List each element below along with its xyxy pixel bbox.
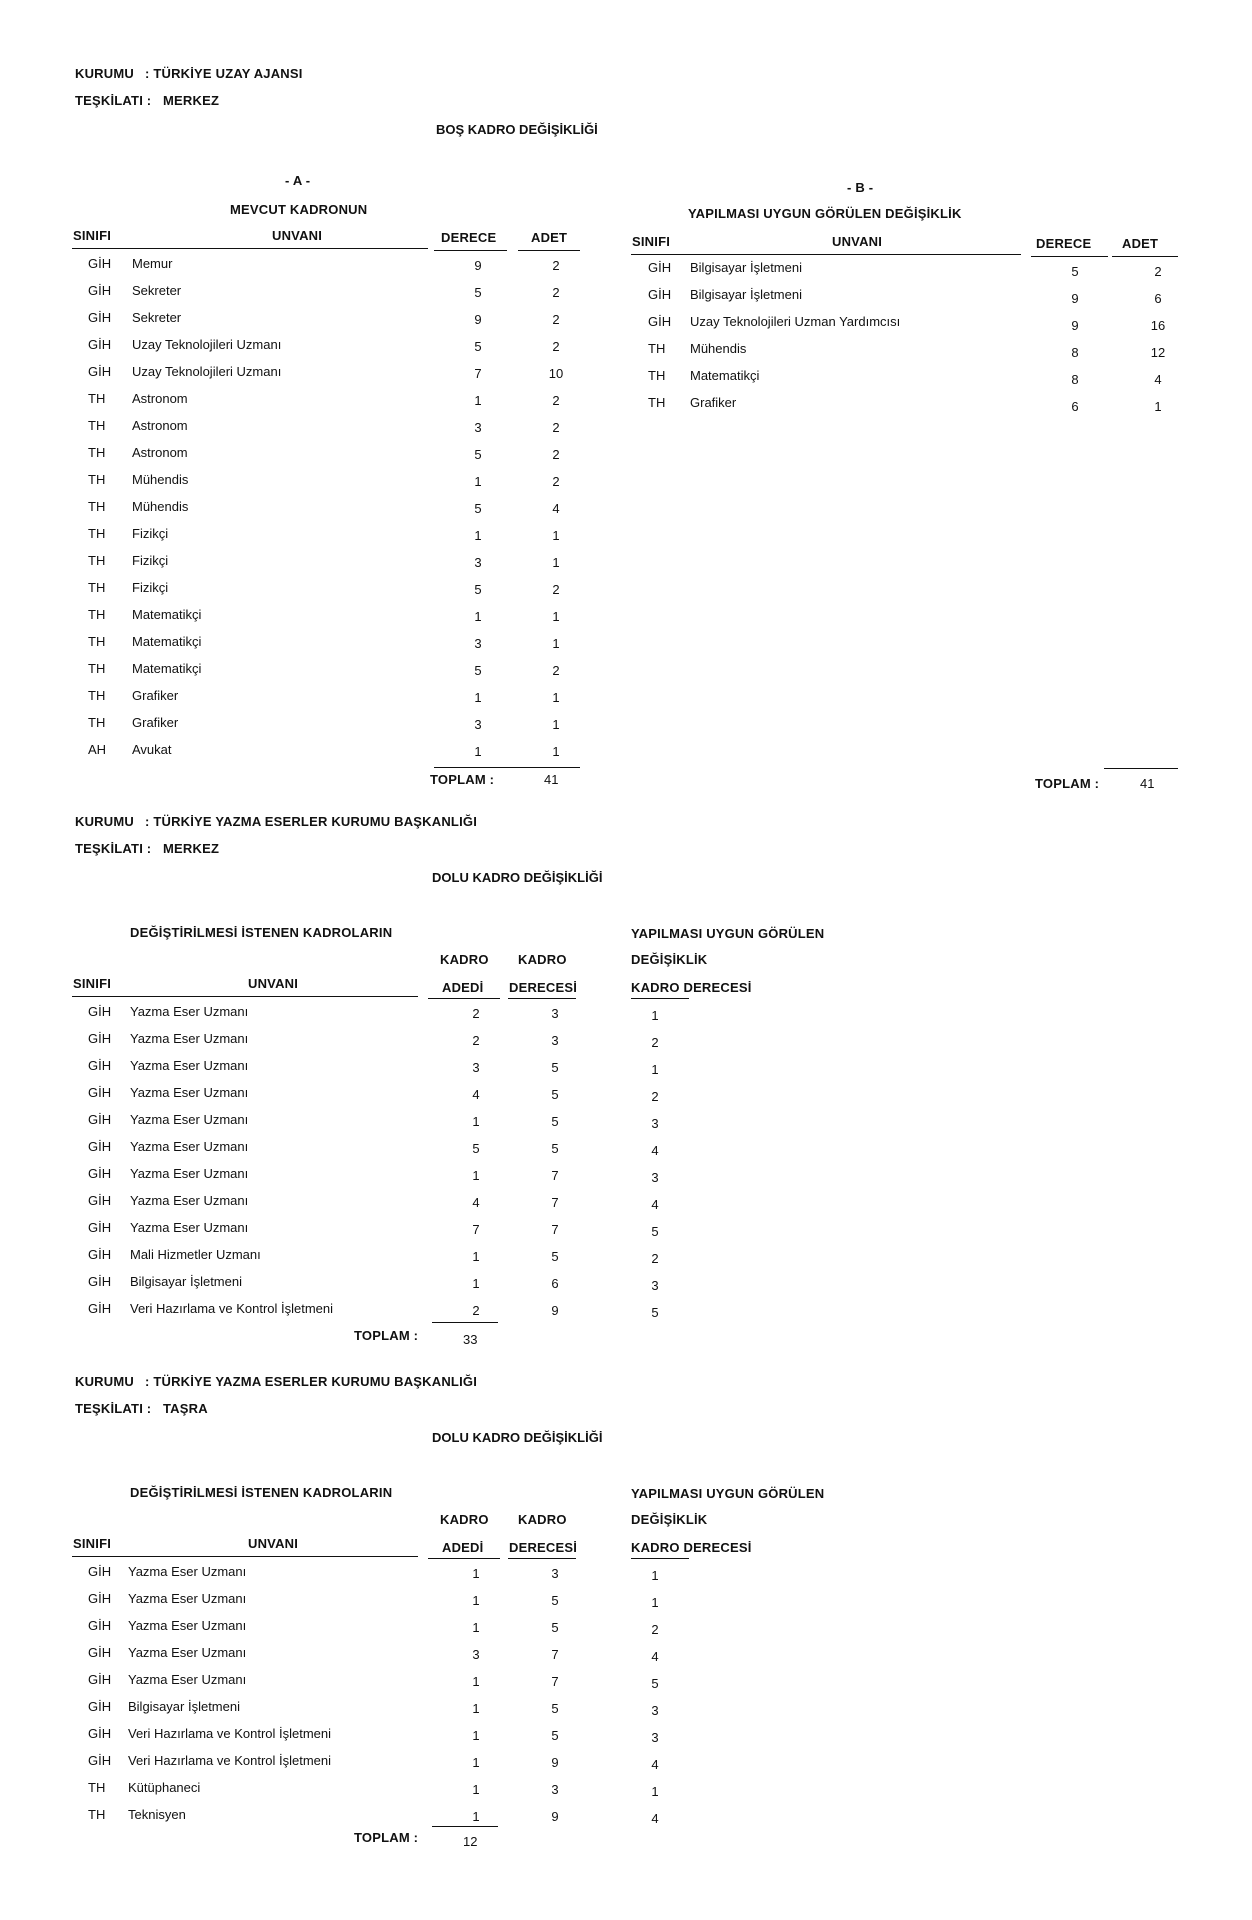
cell-adedi: 1	[472, 1728, 480, 1743]
cell-derecesi: 5	[551, 1060, 559, 1075]
col-unvani: UNVANI	[272, 228, 323, 243]
cell-adedi: 5	[472, 1141, 480, 1156]
cell-sinif: GİH	[88, 1085, 112, 1100]
cell-sinif: GİH	[88, 1004, 112, 1019]
cell-derece: 9	[474, 258, 482, 273]
rule	[1031, 256, 1108, 257]
cell-sinif: GİH	[88, 283, 112, 298]
cell-derece: 1	[474, 474, 482, 489]
cell-yeni: 2	[651, 1622, 659, 1637]
cell-unvan: Sekreter	[132, 310, 182, 325]
cell-unvan: Veri Hazırlama ve Kontrol İşletmeni	[128, 1753, 332, 1768]
cell-derecesi: 7	[551, 1168, 559, 1183]
cell-yeni: 3	[651, 1116, 659, 1131]
cell-sinif: TH	[88, 391, 106, 406]
col-kadro-2: KADRO	[518, 952, 567, 967]
cell-adet: 1	[552, 609, 560, 624]
cell-adet: 2	[552, 663, 560, 678]
cell-yeni: 3	[651, 1278, 659, 1293]
cell-yeni: 5	[651, 1224, 659, 1239]
cell-unvan: Yazma Eser Uzmanı	[130, 1193, 249, 1208]
table-a-caption: MEVCUT KADRONUN	[230, 202, 368, 217]
col-unvani: UNVANI	[832, 234, 883, 249]
cell-sinif: TH	[88, 472, 106, 487]
cell-unvan: Teknisyen	[128, 1807, 186, 1822]
cell-unvan: Yazma Eser Uzmanı	[128, 1591, 247, 1606]
cell-derece: 5	[1071, 264, 1079, 279]
cell-yeni: 1	[651, 1008, 659, 1023]
cell-sinif: GİH	[88, 1274, 112, 1289]
cell-sinif: TH	[88, 418, 106, 433]
cell-derece: 1	[474, 609, 482, 624]
cell-sinif: TH	[88, 526, 106, 541]
total-value: 41	[544, 772, 559, 787]
cell-adet: 1	[552, 744, 560, 759]
cell-sinif: TH	[88, 499, 106, 514]
col-unvani: UNVANI	[248, 1536, 299, 1551]
col-sinifi: SINIFI	[632, 234, 671, 249]
left-caption: DEĞİŞTİRİLMESİ İSTENEN KADROLARIN	[130, 925, 393, 940]
cell-sinif: GİH	[88, 1591, 112, 1606]
col-kadro-2: KADRO	[518, 1512, 567, 1527]
cell-yeni: 3	[651, 1170, 659, 1185]
cell-adedi: 1	[472, 1782, 480, 1797]
cell-derece: 5	[474, 285, 482, 300]
cell-unvan: Fizikçi	[132, 526, 169, 541]
cell-adet: 16	[1150, 318, 1166, 333]
cell-derece: 6	[1071, 399, 1079, 414]
cell-adet: 1	[1154, 399, 1162, 414]
cell-yeni: 1	[651, 1595, 659, 1610]
cell-unvan: Yazma Eser Uzmanı	[130, 1058, 249, 1073]
cell-adet: 6	[1154, 291, 1162, 306]
teskilati-label: TEŞKİLATI :	[75, 93, 152, 108]
cell-sinif: TH	[88, 445, 106, 460]
cell-unvan: Grafiker	[132, 688, 179, 703]
cell-sinif: GİH	[88, 1699, 112, 1714]
cell-sinif: GİH	[88, 310, 112, 325]
total-label: TOPLAM :	[1035, 776, 1100, 791]
cell-derece: 5	[474, 501, 482, 516]
kurumu-value: : TÜRKİYE YAZMA ESERLER KURUMU BAŞKANLIĞI	[145, 814, 478, 829]
cell-unvan: Mühendis	[690, 341, 747, 356]
col-adedi: ADEDİ	[442, 1540, 484, 1555]
cell-yeni: 1	[651, 1784, 659, 1799]
cell-unvan: Grafiker	[132, 715, 179, 730]
cell-derecesi: 7	[551, 1647, 559, 1662]
cell-derece: 1	[474, 690, 482, 705]
cell-sinif: GİH	[88, 1193, 112, 1208]
rule	[518, 250, 580, 251]
rule	[508, 1558, 576, 1559]
cell-yeni: 4	[651, 1649, 659, 1664]
cell-adedi: 1	[472, 1701, 480, 1716]
cell-derecesi: 5	[551, 1620, 559, 1635]
section-title: DOLU KADRO DEĞİŞİKLİĞİ	[432, 1430, 603, 1445]
cell-adet: 1	[552, 528, 560, 543]
cell-adedi: 4	[472, 1195, 480, 1210]
cell-unvan: Bilgisayar İşletmeni	[690, 260, 802, 275]
cell-derecesi: 3	[551, 1033, 559, 1048]
cell-adet: 2	[552, 582, 560, 597]
cell-adet: 1	[552, 690, 560, 705]
cell-unvan: Avukat	[132, 742, 172, 757]
teskilati-value: TAŞRA	[163, 1401, 208, 1416]
rule	[428, 1558, 500, 1559]
cell-derece: 3	[474, 420, 482, 435]
cell-adet: 2	[552, 258, 560, 273]
cell-unvan: Veri Hazırlama ve Kontrol İşletmeni	[130, 1301, 334, 1316]
rule	[72, 996, 130, 997]
cell-unvan: Fizikçi	[132, 580, 169, 595]
left-caption: DEĞİŞTİRİLMESİ İSTENEN KADROLARIN	[130, 1485, 393, 1500]
cell-sinif: TH	[88, 661, 106, 676]
cell-adet: 2	[552, 420, 560, 435]
rule	[128, 996, 418, 997]
cell-unvan: Astronom	[132, 391, 188, 406]
cell-sinif: GİH	[88, 1166, 112, 1181]
rule	[428, 998, 500, 999]
cell-sinif: GİH	[88, 364, 112, 379]
cell-adet: 2	[552, 393, 560, 408]
rule	[434, 250, 507, 251]
cell-sinif: GİH	[88, 1112, 112, 1127]
cell-yeni: 4	[651, 1197, 659, 1212]
cell-sinif: GİH	[88, 1058, 112, 1073]
cell-derecesi: 5	[551, 1249, 559, 1264]
cell-derece: 5	[474, 447, 482, 462]
rule	[508, 998, 576, 999]
total-label: TOPLAM :	[354, 1830, 419, 1845]
cell-unvan: Mühendis	[132, 472, 189, 487]
cell-adet: 2	[552, 339, 560, 354]
cell-yeni: 4	[651, 1757, 659, 1772]
cell-derece: 5	[474, 663, 482, 678]
cell-adedi: 4	[472, 1087, 480, 1102]
cell-derece: 3	[474, 717, 482, 732]
rule	[631, 254, 687, 255]
cell-unvan: Mühendis	[132, 499, 189, 514]
cell-derecesi: 5	[551, 1141, 559, 1156]
kurumu-label: KURUMU	[75, 1374, 134, 1389]
cell-adedi: 1	[472, 1593, 480, 1608]
total-label: TOPLAM :	[430, 772, 495, 787]
cell-unvan: Yazma Eser Uzmanı	[130, 1112, 249, 1127]
kurumu-value: : TÜRKİYE YAZMA ESERLER KURUMU BAŞKANLIĞI	[145, 1374, 478, 1389]
rule	[128, 1556, 418, 1557]
cell-adedi: 1	[472, 1249, 480, 1264]
teskilati-value: MERKEZ	[163, 93, 220, 108]
cell-derece: 1	[474, 393, 482, 408]
cell-derece: 8	[1071, 372, 1079, 387]
cell-adet: 2	[552, 285, 560, 300]
rule	[631, 1558, 689, 1559]
cell-adedi: 2	[472, 1006, 480, 1021]
rule	[1112, 256, 1178, 257]
cell-sinif: GİH	[88, 1672, 112, 1687]
right-caption-1: YAPILMASI UYGUN GÖRÜLEN	[631, 926, 825, 941]
cell-sinif: TH	[648, 341, 666, 356]
cell-sinif: GİH	[88, 1753, 112, 1768]
col-unvani: UNVANI	[248, 976, 299, 991]
cell-unvan: Yazma Eser Uzmanı	[128, 1618, 247, 1633]
cell-yeni: 3	[651, 1703, 659, 1718]
cell-sinif: GİH	[88, 1564, 112, 1579]
cell-adet: 10	[548, 366, 564, 381]
cell-sinif: TH	[88, 580, 106, 595]
cell-derecesi: 9	[551, 1809, 559, 1824]
rule	[130, 248, 428, 249]
cell-yeni: 1	[651, 1568, 659, 1583]
cell-derecesi: 7	[551, 1195, 559, 1210]
cell-adet: 4	[552, 501, 560, 516]
cell-adet: 2	[552, 312, 560, 327]
cell-sinif: TH	[88, 715, 106, 730]
cell-derece: 8	[1071, 345, 1079, 360]
col-kadro-1: KADRO	[440, 952, 489, 967]
cell-sinif: GİH	[88, 1645, 112, 1660]
col-adet: ADET	[1122, 236, 1159, 251]
cell-sinif: GİH	[88, 1726, 112, 1741]
cell-adet: 12	[1150, 345, 1166, 360]
cell-sinif: TH	[88, 1807, 106, 1822]
total-rule	[432, 1826, 498, 1827]
col-adedi: ADEDİ	[442, 980, 484, 995]
cell-derece: 9	[1071, 291, 1079, 306]
cell-derecesi: 5	[551, 1728, 559, 1743]
cell-derecesi: 5	[551, 1701, 559, 1716]
right-caption-1: YAPILMASI UYGUN GÖRÜLEN	[631, 1486, 825, 1501]
cell-adet: 2	[552, 474, 560, 489]
cell-adet: 1	[552, 555, 560, 570]
cell-derecesi: 9	[551, 1755, 559, 1770]
cell-unvan: Yazma Eser Uzmanı	[130, 1031, 249, 1046]
cell-adedi: 1	[472, 1114, 480, 1129]
cell-yeni: 2	[651, 1035, 659, 1050]
cell-unvan: Matematikçi	[690, 368, 760, 383]
table-b-marker: - B -	[847, 180, 874, 195]
cell-unvan: Yazma Eser Uzmanı	[128, 1645, 247, 1660]
right-caption-3: KADRO DERECESİ	[631, 1540, 752, 1555]
cell-adedi: 3	[472, 1060, 480, 1075]
col-adet: ADET	[531, 230, 568, 245]
cell-unvan: Memur	[132, 256, 173, 271]
col-sinifi: SINIFI	[73, 976, 112, 991]
cell-adedi: 1	[472, 1620, 480, 1635]
total-rule	[432, 1322, 498, 1323]
total-rule	[434, 767, 580, 768]
cell-unvan: Bilgisayar İşletmeni	[128, 1699, 240, 1714]
cell-adedi: 1	[472, 1809, 480, 1824]
cell-sinif: GİH	[88, 1618, 112, 1633]
cell-unvan: Uzay Teknolojileri Uzmanı	[132, 337, 282, 352]
col-derecesi: DERECESİ	[509, 1540, 578, 1555]
cell-sinif: TH	[648, 395, 666, 410]
cell-yeni: 4	[651, 1811, 659, 1826]
col-kadro-1: KADRO	[440, 1512, 489, 1527]
cell-adet: 1	[552, 717, 560, 732]
cell-unvan: Yazma Eser Uzmanı	[130, 1220, 249, 1235]
teskilati-label: TEŞKİLATI :	[75, 1401, 152, 1416]
teskilati-value: MERKEZ	[163, 841, 220, 856]
cell-sinif: GİH	[648, 260, 672, 275]
cell-derecesi: 6	[551, 1276, 559, 1291]
cell-sinif: GİH	[88, 1031, 112, 1046]
cell-derece: 1	[474, 528, 482, 543]
cell-unvan: Uzay Teknolojileri Uzman Yardımcısı	[690, 314, 901, 329]
rule	[72, 1556, 130, 1557]
cell-adedi: 1	[472, 1566, 480, 1581]
cell-yeni: 2	[651, 1251, 659, 1266]
cell-unvan: Fizikçi	[132, 553, 169, 568]
cell-sinif: TH	[648, 368, 666, 383]
kurumu-value: : TÜRKİYE UZAY AJANSI	[145, 66, 303, 81]
cell-sinif: TH	[88, 553, 106, 568]
cell-adet: 4	[1154, 372, 1162, 387]
cell-derece: 1	[474, 744, 482, 759]
cell-unvan: Veri Hazırlama ve Kontrol İşletmeni	[128, 1726, 332, 1741]
total-value: 33	[463, 1332, 478, 1347]
cell-sinif: AH	[88, 742, 107, 757]
cell-derece: 3	[474, 636, 482, 651]
cell-adedi: 2	[472, 1303, 480, 1318]
total-value: 12	[463, 1834, 478, 1849]
table-b-caption: YAPILMASI UYGUN GÖRÜLEN DEĞİŞİKLİK	[688, 206, 962, 221]
cell-unvan: Sekreter	[132, 283, 182, 298]
cell-adet: 2	[1154, 264, 1162, 279]
cell-unvan: Mali Hizmetler Uzmanı	[130, 1247, 261, 1262]
cell-derece: 9	[1071, 318, 1079, 333]
kurumu-label: KURUMU	[75, 814, 134, 829]
teskilati-label: TEŞKİLATI :	[75, 841, 152, 856]
cell-unvan: Bilgisayar İşletmeni	[690, 287, 802, 302]
cell-unvan: Matematikçi	[132, 634, 202, 649]
cell-derecesi: 5	[551, 1114, 559, 1129]
cell-yeni: 1	[651, 1062, 659, 1077]
cell-adedi: 1	[472, 1755, 480, 1770]
cell-derecesi: 9	[551, 1303, 559, 1318]
section-title: BOŞ KADRO DEĞİŞİKLİĞİ	[436, 122, 598, 137]
cell-adedi: 1	[472, 1674, 480, 1689]
cell-unvan: Uzay Teknolojileri Uzmanı	[132, 364, 282, 379]
cell-unvan: Astronom	[132, 445, 188, 460]
cell-sinif: GİH	[88, 1301, 112, 1316]
cell-yeni: 5	[651, 1676, 659, 1691]
rule	[72, 248, 134, 249]
cell-derece: 5	[474, 582, 482, 597]
cell-sinif: GİH	[648, 314, 672, 329]
cell-unvan: Bilgisayar İşletmeni	[130, 1274, 242, 1289]
table-a-marker: - A -	[285, 173, 311, 188]
col-sinifi: SINIFI	[73, 228, 112, 243]
cell-adet: 1	[552, 636, 560, 651]
cell-sinif: GİH	[88, 256, 112, 271]
cell-derece: 9	[474, 312, 482, 327]
rule	[631, 998, 689, 999]
col-derece: DERECE	[1036, 236, 1092, 251]
cell-sinif: GİH	[88, 337, 112, 352]
cell-adedi: 2	[472, 1033, 480, 1048]
cell-unvan: Yazma Eser Uzmanı	[128, 1672, 247, 1687]
cell-unvan: Yazma Eser Uzmanı	[128, 1564, 247, 1579]
kurumu-label: KURUMU	[75, 66, 134, 81]
cell-derecesi: 7	[551, 1222, 559, 1237]
cell-unvan: Yazma Eser Uzmanı	[130, 1166, 249, 1181]
cell-unvan: Yazma Eser Uzmanı	[130, 1139, 249, 1154]
cell-sinif: GİH	[88, 1139, 112, 1154]
right-caption-3: KADRO DERECESİ	[631, 980, 752, 995]
right-caption-2: DEĞİŞİKLİK	[631, 1512, 708, 1527]
cell-sinif: TH	[88, 634, 106, 649]
cell-sinif: TH	[88, 607, 106, 622]
section-title: DOLU KADRO DEĞİŞİKLİĞİ	[432, 870, 603, 885]
rule	[685, 254, 1021, 255]
cell-sinif: GİH	[88, 1247, 112, 1262]
cell-derece: 3	[474, 555, 482, 570]
cell-yeni: 2	[651, 1089, 659, 1104]
cell-derecesi: 7	[551, 1674, 559, 1689]
cell-adet: 2	[552, 447, 560, 462]
cell-sinif: TH	[88, 688, 106, 703]
cell-derecesi: 5	[551, 1593, 559, 1608]
cell-sinif: GİH	[88, 1220, 112, 1235]
cell-derece: 7	[474, 366, 482, 381]
col-derece: DERECE	[441, 230, 497, 245]
total-rule	[1104, 768, 1178, 769]
cell-unvan: Yazma Eser Uzmanı	[130, 1004, 249, 1019]
cell-derecesi: 3	[551, 1566, 559, 1581]
cell-unvan: Astronom	[132, 418, 188, 433]
cell-yeni: 3	[651, 1730, 659, 1745]
cell-adedi: 1	[472, 1168, 480, 1183]
right-caption-2: DEĞİŞİKLİK	[631, 952, 708, 967]
cell-unvan: Grafiker	[690, 395, 737, 410]
cell-unvan: Matematikçi	[132, 607, 202, 622]
cell-unvan: Kütüphaneci	[128, 1780, 201, 1795]
cell-sinif: TH	[88, 1780, 106, 1795]
cell-derecesi: 3	[551, 1006, 559, 1021]
col-derecesi: DERECESİ	[509, 980, 578, 995]
cell-derecesi: 3	[551, 1782, 559, 1797]
cell-adedi: 7	[472, 1222, 480, 1237]
total-label: TOPLAM :	[354, 1328, 419, 1343]
cell-derecesi: 5	[551, 1087, 559, 1102]
cell-derece: 5	[474, 339, 482, 354]
cell-adedi: 1	[472, 1276, 480, 1291]
cell-yeni: 4	[651, 1143, 659, 1158]
total-value: 41	[1140, 776, 1155, 791]
col-sinifi: SINIFI	[73, 1536, 112, 1551]
cell-yeni: 5	[651, 1305, 659, 1320]
cell-sinif: GİH	[648, 287, 672, 302]
cell-unvan: Yazma Eser Uzmanı	[130, 1085, 249, 1100]
cell-adedi: 3	[472, 1647, 480, 1662]
cell-unvan: Matematikçi	[132, 661, 202, 676]
